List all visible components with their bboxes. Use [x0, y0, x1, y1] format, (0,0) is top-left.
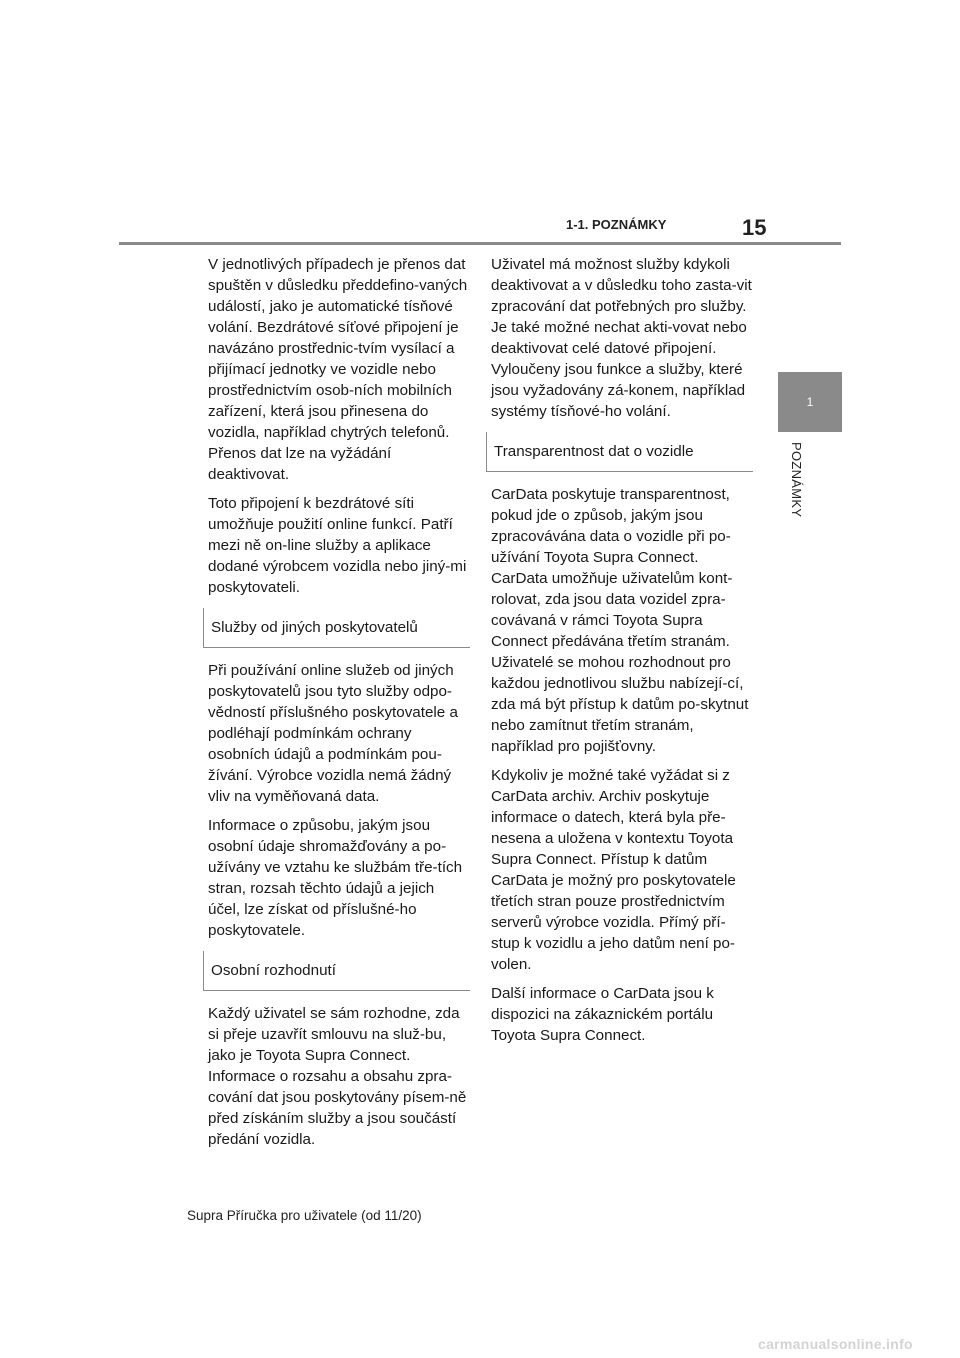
right-column [491, 254, 753, 1054]
paragraph: V jednotlivých případech je přenos dat spuštěn v důsledku předdefino-vaných událostí, jako je automatické tísňové volání. Bezdrátové síťové připojení je navázáno prostřednic-tvím vysílací a přijímací jednotky ve vozidle nebo prostřednictvím osob-ních mobilních zařízení, která jsou přinesena do vozidla, například chytrých telefonů. Přenos dat lze na vyžádání deaktivovat. [208, 256, 468, 483]
subheading-personal-decision: Osobní rozhodnutí [203, 951, 470, 991]
page-number: 15 [742, 215, 767, 240]
subheading-third-party-services: Služby od jiných poskytovatelů [203, 608, 470, 648]
paragraph: Uživatel má možnost služby kdykoli deaktivovat a v důsledku toho zasta-vit zpracování dat potřebných pro služby. Je také možné nechat akti-vovat nebo deaktivovat celé datové připojení. Vyloučeny jsou funkce a služby, které jsou vyžadovány zá-konem, například systémy tísňové-ho volání. [491, 256, 752, 420]
chapter-tab-number: 1 [806, 395, 814, 409]
paragraph: Toto připojení k bezdrátové síti umožňuje použití online funkcí. Patří mezi ně on-line služby a aplikace dodané výrobcem vozidla nebo jiný-mi poskytovateli. [208, 495, 467, 596]
footer-manual-title: Supra Příručka pro uživatele (od 11/20) [187, 1208, 422, 1223]
paragraph: CarData poskytuje transparentnost, pokud jde o způsob, jakým jsou zpracovávána data o vozidle při po-užívání Toyota Supra Connect. CarData umožňuje uživatelům kont-rolovat, zda jsou data vozidel zpra-covávaná v rámci Toyota Supra Connect předávána třetím stranám. Uživatelé se mohou rozhodnout pro každou jednotlivou službu nabízejí-cí, zda má být přístup k datům po-skytnut nebo zamítnut třetím stranám, například pro pojišťovny. [491, 486, 749, 755]
paragraph: Každý uživatel se sám rozhodne, zda si přeje uzavřít smlouvu na služ-bu, jako je Toyota Supra Connect. Informace o rozsahu a obsahu zpra-cování dat jsou poskytovány písem-ně před získáním služby a jsou součástí předání vozidla. [208, 1005, 467, 1148]
header-divider [119, 242, 841, 245]
paragraph: Při používání online služeb od jiných poskytovatelů jsou tyto služby odpo-vědností příslušného poskytovatele a podléhají podmínkám ochrany osobních údajů a podmínkám pou-žívání. Výrobce vozidla nemá žádný vliv na vyměňovaná data. [208, 662, 458, 805]
left-column [208, 254, 470, 1158]
paragraph: Kdykoliv je možné také vyžádat si z CarData archiv. Archiv poskytuje informace o datech, která byla pře-nesena a uložena v kontextu Toyota Supra Connect. Přístup k datům CarData je možný pro poskytovatele třetích stran pouze prostřednictvím serverů výrobce vozidla. Přímý pří-stup k vozidlu a jeho datům není po-volen. [491, 767, 736, 973]
paragraph: Informace o způsobu, jakým jsou osobní údaje shromažďovány a po-užívány ve vztahu ke službám tře-tích stran, rozsah těchto údajů a jejich účel, lze získat od příslušné-ho poskytovatele. [208, 817, 463, 939]
subheading-vehicle-data-transparency: Transparentnost dat o vozidle [486, 432, 753, 472]
chapter-tab-label: POZNÁMKY [789, 442, 804, 518]
paragraph: Další informace o CarData jsou k dispozici na zákaznickém portálu Toyota Supra Connect. [491, 985, 714, 1044]
section-title: 1-1. POZNÁMKY [566, 217, 667, 232]
watermark: carmanualsonline.info [758, 1336, 913, 1352]
chapter-tab[interactable] [778, 372, 842, 432]
